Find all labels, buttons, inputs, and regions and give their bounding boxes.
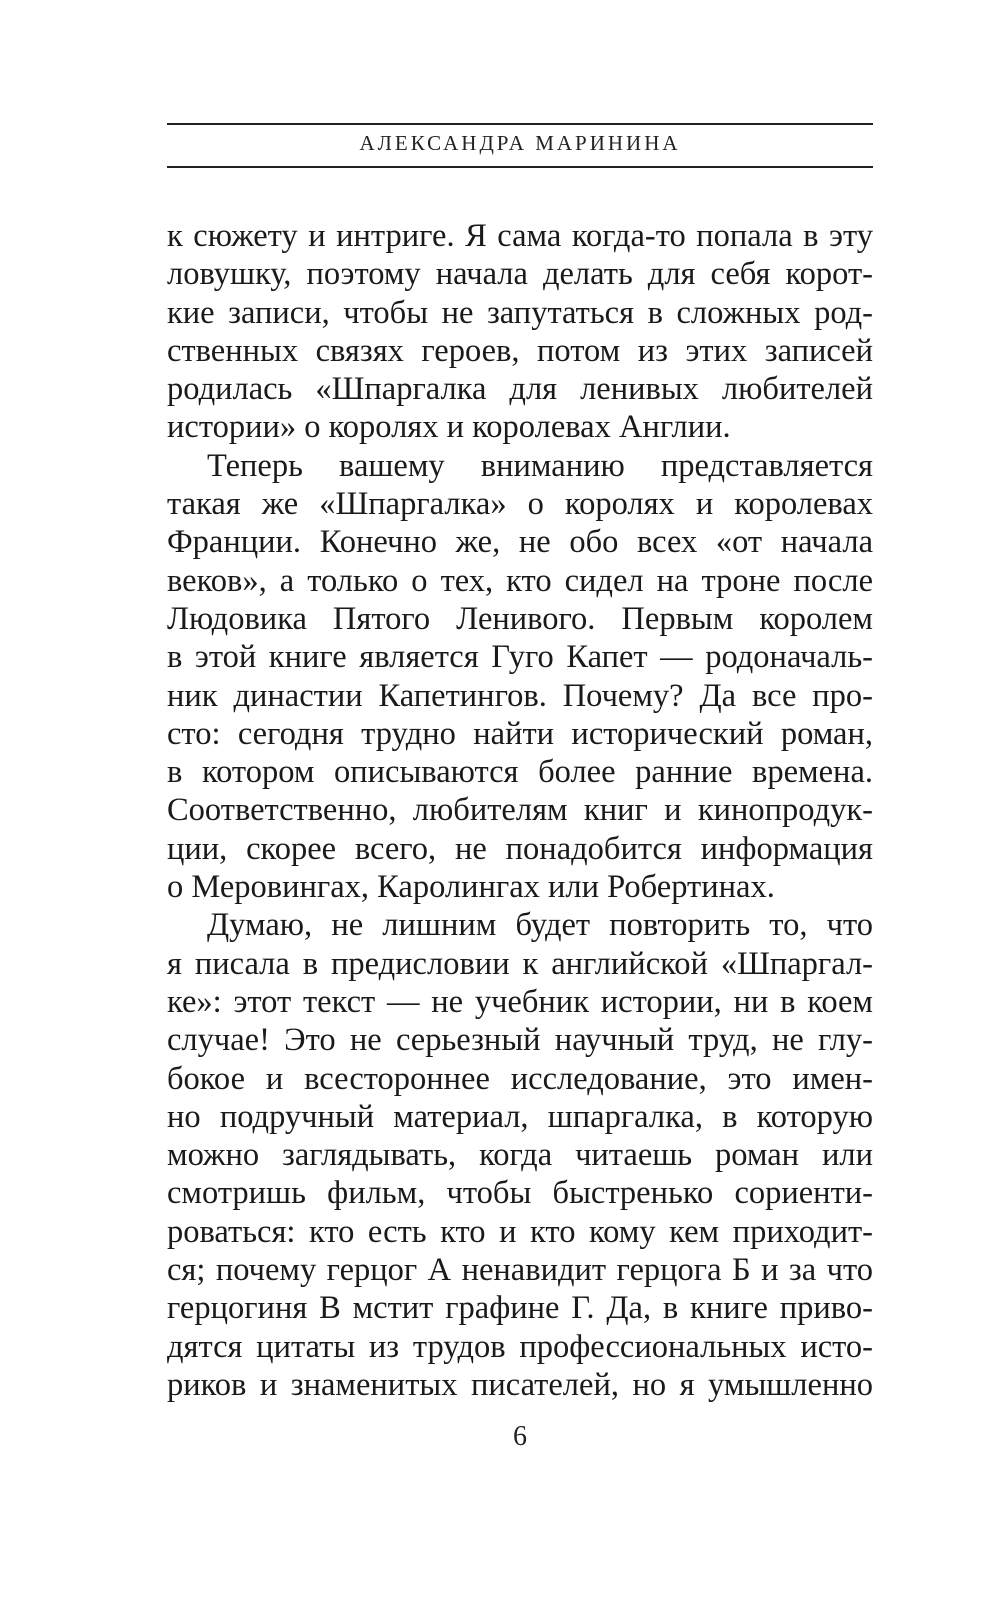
text-line: ся; почему герцог А ненавидит герцога Б и за что	[167, 1252, 873, 1289]
text-line: роваться: кто есть кто и кто кому кем приходит-	[167, 1213, 873, 1250]
text-line: но подручный материал, шпаргалка, в которую	[167, 1098, 873, 1135]
text-line: бокое и всестороннее исследование, это имен-	[167, 1060, 873, 1097]
text-line: кие записи, чтобы не запутаться в сложных род-	[167, 294, 873, 331]
text-line: в котором описываются более ранние времена.	[167, 754, 873, 791]
page-number: 6	[513, 1421, 527, 1452]
text-line: дятся цитаты из трудов профессиональных исто-	[167, 1328, 873, 1365]
body-text	[167, 217, 873, 1404]
text-line: ке»: этот текст — не учебник истории, ни в коем	[167, 983, 873, 1020]
text-line: Соответственно, любителям книг и кинопродук-	[167, 792, 873, 829]
running-head-author: АЛЕКСАНДРА МАРИНИНА	[359, 131, 681, 155]
text-line: случае! Это не серьезный научный труд, не глу-	[167, 1022, 873, 1059]
text-line: Думаю, не лишним будет повторить то, что	[207, 907, 873, 944]
text-line: в этой книге является Гуго Капет — родоначаль-	[167, 639, 873, 676]
text-line: к сюжету и интриге. Я сама когда-то попала в эту	[167, 218, 873, 254]
text-line: можно заглядывать, когда читаешь роман или	[167, 1137, 873, 1174]
header-rule-bottom	[167, 166, 873, 168]
text-line: я писала в предисловии к английской «Шпаргал-	[167, 945, 873, 982]
text-line: ции, скорее всего, не понадобится информация	[167, 830, 873, 867]
text-line: ловушку, поэтому начала делать для себя корот-	[167, 256, 873, 293]
text-line: смотришь фильм, чтобы быстренько сориенти-	[167, 1175, 873, 1212]
text-line: Франции. Конечно же, не обо всех «от начала	[167, 524, 873, 561]
text-line: Теперь вашему вниманию представляется	[207, 447, 873, 484]
text-line: такая же «Шпаргалка» о королях и королевах	[167, 486, 873, 523]
text-line: герцогиня В мстит графине Г. Да, в книге приво-	[167, 1290, 873, 1327]
text-line: истории» о королях и королевах Англии.	[167, 409, 731, 446]
text-line: Людовика Пятого Ленивого. Первым королем	[167, 600, 873, 637]
text-line: сто: сегодня трудно найти исторический роман,	[167, 715, 873, 752]
text-line: ственных связях героев, потом из этих записей	[167, 332, 873, 369]
text-line: ник династии Капетингов. Почему? Да все про-	[167, 677, 873, 714]
text-line: веков», а только о тех, кто сидел на троне после	[167, 562, 873, 599]
text-line: риков и знаменитых писателей, но я умышленно	[167, 1366, 873, 1403]
header-rule-top	[167, 123, 873, 125]
text-line: о Меровингах, Каролингах или Робертинах.	[167, 869, 775, 906]
text-line: родилась «Шпаргалка для ленивых любителей	[167, 371, 873, 408]
